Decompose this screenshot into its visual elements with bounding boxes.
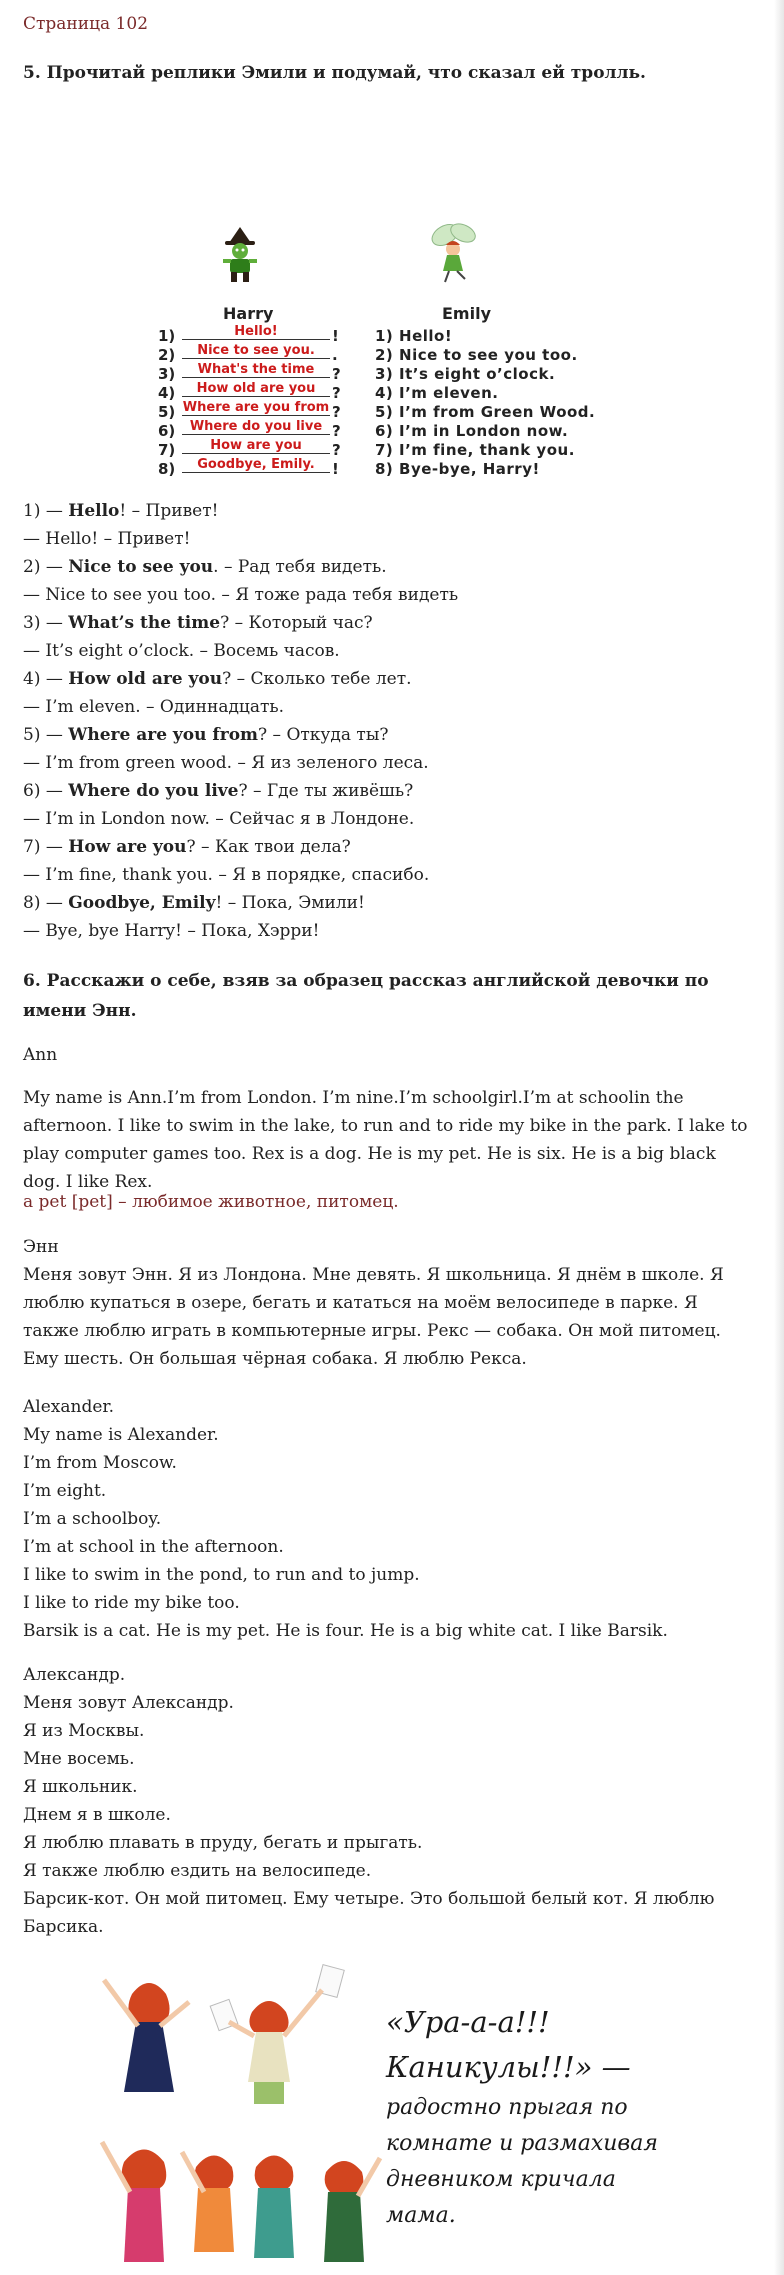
answer-bold: How are you — [68, 837, 187, 857]
harry-line-number: 8) — [158, 460, 176, 478]
harry-fill-in: What's the time — [182, 362, 330, 378]
answer-bold: How old are you — [68, 669, 223, 689]
answer-pre: — Nice to see you too. – Я тоже рада тебя видеть — [23, 585, 459, 605]
answer-pre: 5) — — [23, 725, 69, 745]
harry-line-number: 2) — [158, 346, 176, 364]
answer-post: ? – Где ты живёшь? — [238, 781, 414, 801]
answer-post: ? – Откуда ты? — [258, 725, 389, 745]
harry-punct: ? — [332, 422, 341, 440]
answer-line — [23, 525, 753, 553]
answer-bold: What’s the time — [68, 613, 221, 633]
answer-line — [23, 721, 753, 749]
answer-pre: — I’m eleven. – Одиннадцать. — [23, 697, 285, 717]
emily-line: 7) I’m fine, thank you. — [375, 441, 575, 459]
caption-line-4: комнате и размахивая — [386, 2131, 658, 2156]
alexandr-line: Александр. — [23, 1665, 126, 1685]
answer-pre: 4) — — [23, 669, 69, 689]
enn-text: Меня зовут Энн. Я из Лондона. Мне девять. Я школьница. Я днём в школе. Я люблю купаться в озере, бегать и кататься на моём велосипеде в парке. Я также люблю играть в компьютерные игры. Рекс — собака. Он мой питомец. Ему шесть. Он большая чёрная собака. Я люблю Рекса. — [23, 1265, 724, 1369]
emily-line: 2) Nice to see you too. — [375, 346, 578, 364]
answer-pre: — I’m in London now. – Сейчас я в Лондоне. — [23, 809, 415, 829]
vacation-poster — [94, 1962, 672, 2266]
alexandr-line: Днем я в школе. — [23, 1805, 171, 1825]
caption-line-5: дневником кричала мама. — [386, 2167, 616, 2228]
ann-text: My name is Ann.I’m from London. I’m nine.I’m schoolgirl.I’m at schoolin the afternoon. I like to swim in the lake, to run and to ride my bike in the park. I lake to play computer games too. Rex is a dog. He is my pet. He is six. He is a big black dog. I like Rex. — [23, 1088, 748, 1192]
answer-pre: — I’m from green wood. – Я из зеленого леса. — [23, 753, 429, 773]
task5-title: 5. Прочитай реплики Эмили и подумай, что сказал ей тролль. — [23, 63, 646, 83]
alexandr-line: Барсика. — [23, 1917, 104, 1937]
alexander-line: Barsik is a cat. He is my pet. He is four. He is a big white cat. I like Barsik. — [23, 1621, 668, 1641]
answer-bold: Hello — [68, 501, 120, 521]
alexandr-line: Я школьник. — [23, 1777, 138, 1797]
alexander-line: My name is Alexander. — [23, 1425, 219, 1445]
answer-post: ? – Как твои дела? — [186, 837, 351, 857]
answer-line — [23, 917, 753, 945]
enn-heading: Энн — [23, 1237, 59, 1257]
answers-list — [23, 497, 753, 945]
harry-title: Harry — [223, 304, 274, 323]
answer-line — [23, 805, 753, 833]
caption-line-3: радостно прыгая по — [386, 2095, 628, 2120]
caption-line-2: Каникулы!!!» — — [386, 2050, 631, 2084]
answer-post: ! – Пока, Эмили! — [215, 893, 365, 913]
vocab-note: a pet [pet] – любимое животное, питомец. — [23, 1192, 399, 1212]
harry-punct: ! — [332, 327, 339, 345]
poster-caption — [386, 2000, 672, 2234]
harry-fill-in: How old are you — [182, 381, 330, 397]
alexandr-line: Я также люблю ездить на велосипеде. — [23, 1861, 372, 1881]
harry-fill-in: How are you — [182, 438, 330, 454]
harry-punct: ? — [332, 403, 341, 421]
answer-bold: Nice to see you — [68, 557, 214, 577]
answer-line — [23, 693, 753, 721]
harry-fill-in: Nice to see you. — [182, 343, 330, 359]
answer-pre: 2) — — [23, 557, 69, 577]
harry-fill-in: Where do you live — [182, 419, 330, 435]
answer-post: ? – Сколько тебе лет. — [222, 669, 412, 689]
answer-pre: 3) — — [23, 613, 69, 633]
answer-line — [23, 665, 753, 693]
harry-punct: ? — [332, 365, 341, 383]
emily-line: 3) It’s eight o’clock. — [375, 365, 556, 383]
emily-line: 4) I’m eleven. — [375, 384, 499, 402]
answer-bold: Goodbye, Emily — [68, 893, 216, 913]
answer-line — [23, 833, 753, 861]
alexandr-line: Мне восемь. — [23, 1749, 135, 1769]
harry-line-number: 7) — [158, 441, 176, 459]
harry-punct: . — [332, 346, 338, 364]
alexander-line: I’m from Moscow. — [23, 1453, 177, 1473]
dialogue-figure — [150, 210, 630, 490]
alexander-line: I’m at school in the afternoon. — [23, 1537, 284, 1557]
answer-line — [23, 581, 753, 609]
answer-pre: 8) — — [23, 893, 69, 913]
harry-line-number: 4) — [158, 384, 176, 402]
answer-pre: 7) — — [23, 837, 69, 857]
harry-fill-in: Goodbye, Emily. — [182, 457, 330, 473]
answer-line — [23, 777, 753, 805]
answer-line — [23, 637, 753, 665]
answer-line — [23, 609, 753, 637]
ann-heading: Ann — [23, 1045, 58, 1065]
emily-line: 6) I’m in London now. — [375, 422, 569, 440]
alexandr-line: Я из Москвы. — [23, 1721, 145, 1741]
harry-fill-in: Hello! — [182, 324, 330, 340]
harry-punct: ! — [332, 460, 339, 478]
answer-pre: — Hello! – Привет! — [23, 529, 191, 549]
answer-bold: Where do you live — [68, 781, 239, 801]
alexander-line: Alexander. — [23, 1397, 115, 1417]
alexander-story — [23, 1393, 753, 1645]
page-number: Страница 102 — [23, 14, 149, 34]
answer-post: . – Рад тебя видеть. — [213, 557, 387, 577]
answer-post: ? – Который час? — [220, 613, 373, 633]
task6-title: 6. Расскажи о себе, взяв за образец рассказ английской девочки по имени Энн. — [23, 971, 709, 1021]
alexandr-line: Меня зовут Александр. — [23, 1693, 234, 1713]
harry-fill-in: Where are you from — [182, 400, 330, 415]
answer-line — [23, 497, 753, 525]
caption-line-1: «Ура-а-а!!! — [386, 2005, 550, 2039]
alexander-line: I’m eight. — [23, 1481, 107, 1501]
answer-line — [23, 553, 753, 581]
harry-punct: ? — [332, 441, 341, 459]
answer-pre: — I’m fine, thank you. – Я в порядке, спасибо. — [23, 865, 430, 885]
fairy-emily-icon — [425, 215, 485, 285]
harry-line-number: 3) — [158, 365, 176, 383]
answer-bold: Where are you from — [68, 725, 259, 745]
alexander-line: I like to ride my bike too. — [23, 1593, 240, 1613]
alexander-line: I’m a schoolboy. — [23, 1509, 162, 1529]
answer-pre: 1) — — [23, 501, 69, 521]
scrollbar-shadow — [774, 0, 784, 2275]
alexander-line: I like to swim in the pond, to run and to jump. — [23, 1565, 420, 1585]
emily-line: 8) Bye-bye, Harry! — [375, 460, 540, 478]
answer-pre: — It’s eight o’clock. – Восемь часов. — [23, 641, 340, 661]
harry-punct: ? — [332, 384, 341, 402]
alexandr-line: Я люблю плавать в пруду, бегать и прыгать. — [23, 1833, 423, 1853]
harry-line-number: 1) — [158, 327, 176, 345]
harry-line-number: 6) — [158, 422, 176, 440]
answer-line — [23, 749, 753, 777]
emily-line: 1) Hello! — [375, 327, 453, 345]
answer-post: ! – Привет! — [119, 501, 219, 521]
answer-line — [23, 861, 753, 889]
harry-line-number: 5) — [158, 403, 176, 421]
dancing-women-illustration — [94, 1962, 384, 2266]
emily-title: Emily — [442, 304, 491, 323]
emily-line: 5) I’m from Green Wood. — [375, 403, 596, 421]
alexandr-line: Барсик-кот. Он мой питомец. Ему четыре. Это большой белый кот. Я люблю — [23, 1889, 715, 1909]
answer-pre: — Bye, bye Harry! – Пока, Хэрри! — [23, 921, 320, 941]
troll-harry-icon — [215, 225, 265, 285]
answer-line — [23, 889, 753, 917]
alexandr-story — [23, 1661, 753, 1941]
answer-pre: 6) — — [23, 781, 69, 801]
